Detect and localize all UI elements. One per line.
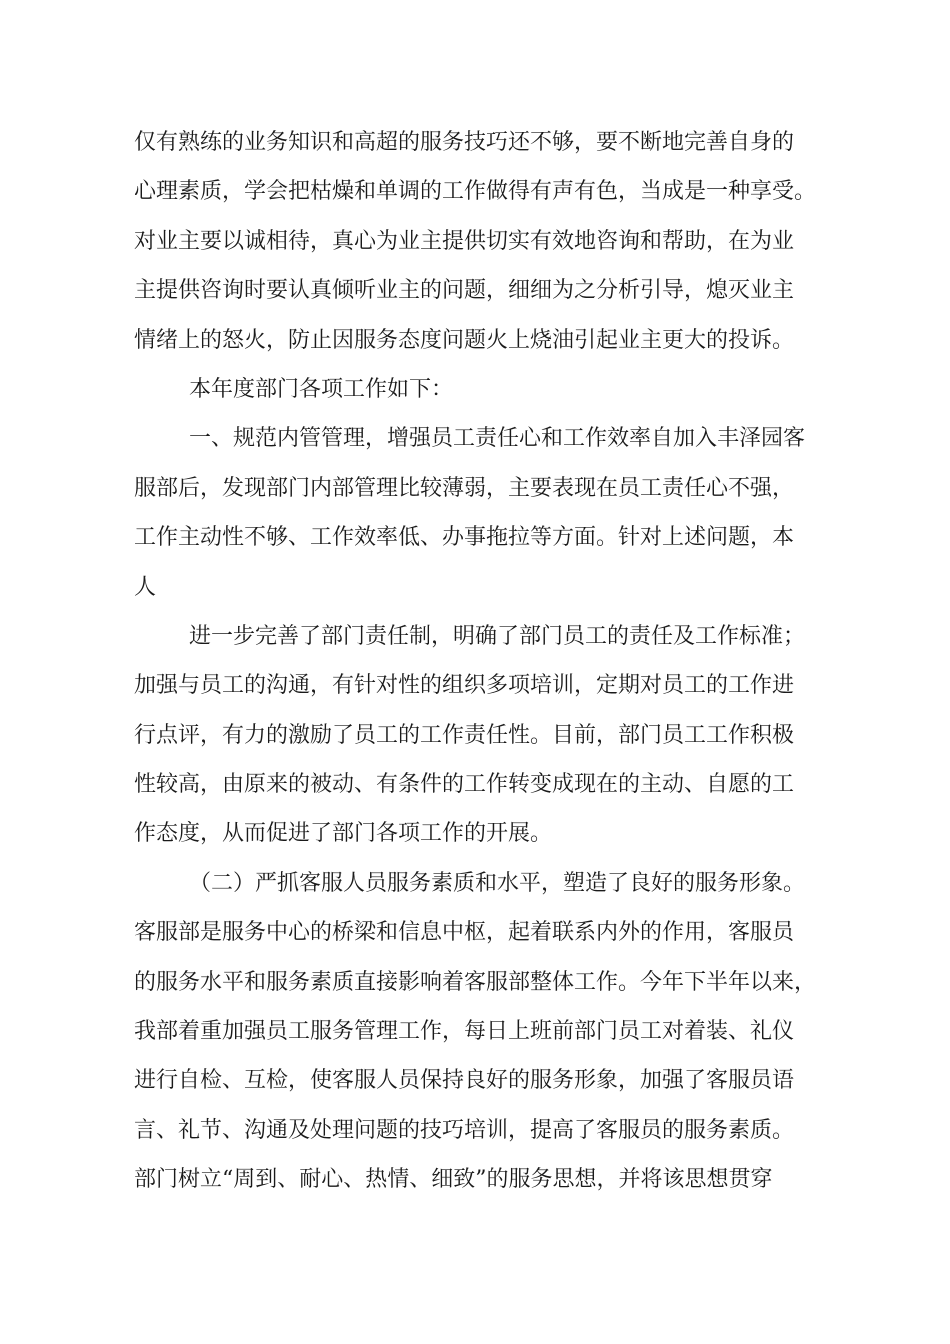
text-line: 作态度，从而促进了部门各项工作的开展。 [134,821,553,847]
text-line: 进行自检、互检，使客服人员保持良好的服务形象，加强了客服员语 [134,1068,795,1094]
text-line: 本年度部门各项工作如下： [189,376,454,402]
text-line: 人 [134,574,157,600]
text-line: 对业主要以诚相待，真心为业主提供切实有效地咨询和帮助，在为业 [134,228,795,254]
text-line: 仅有熟练的业务知识和高超的服务技巧还不够，要不断地完善自身的 [134,130,795,155]
text-line: 客服部是服务中心的桥梁和信息中枢，起着联系内外的作用，客服员 [134,920,795,946]
text-line: 性较高，由原来的被动、有条件的工作转变成现在的主动、自愿的工 [134,772,795,798]
text-line: 工作主动性不够、工作效率低、办事拖拉等方面。针对上述问题，本 [134,525,795,551]
text-line: 一、规范内管管理，增强员工责任心和工作效率自加入丰泽园客 [189,426,806,452]
text-line: 进一步完善了部门责任制，明确了部门员工的责任及工作标准； [189,623,806,649]
text-line: 心理素质，学会把枯燥和单调的工作做得有声有色，当成是一种享受。 [134,179,817,205]
text-line: 我部着重加强员工服务管理工作，每日上班前部门员工对着装、礼仪 [134,1019,795,1045]
text-line: 主提供咨询时要认真倾听业主的问题，细细为之分析引导，熄灭业主 [134,278,795,304]
text-line: 部门树立“周到、耐心、热情、细致”的服务思想，并将该思想贯穿 [134,1167,773,1193]
text-line: 加强与员工的沟通，有针对性的组织多项培训，定期对员工的工作进 [134,673,795,699]
document-body [134,118,834,1205]
text-line: （二）严抓客服人员服务素质和水平，塑造了良好的服务形象。 [189,870,806,896]
text-line: 服部后，发现部门内部管理比较薄弱，主要表现在员工责任心不强， [134,475,795,501]
text-line: 言、礼节、沟通及处理问题的技巧培训，提高了客服员的服务素质。 [134,1117,795,1143]
text-line: 行点评，有力的激励了员工的工作责任性。目前，部门员工工作积极 [134,722,795,748]
text-line: 的服务水平和服务素质直接影响着客服部整体工作。今年下半年以来， [134,969,817,995]
text-line: 情绪上的怒火，防止因服务态度问题火上烧油引起业主更大的投诉。 [134,327,795,353]
